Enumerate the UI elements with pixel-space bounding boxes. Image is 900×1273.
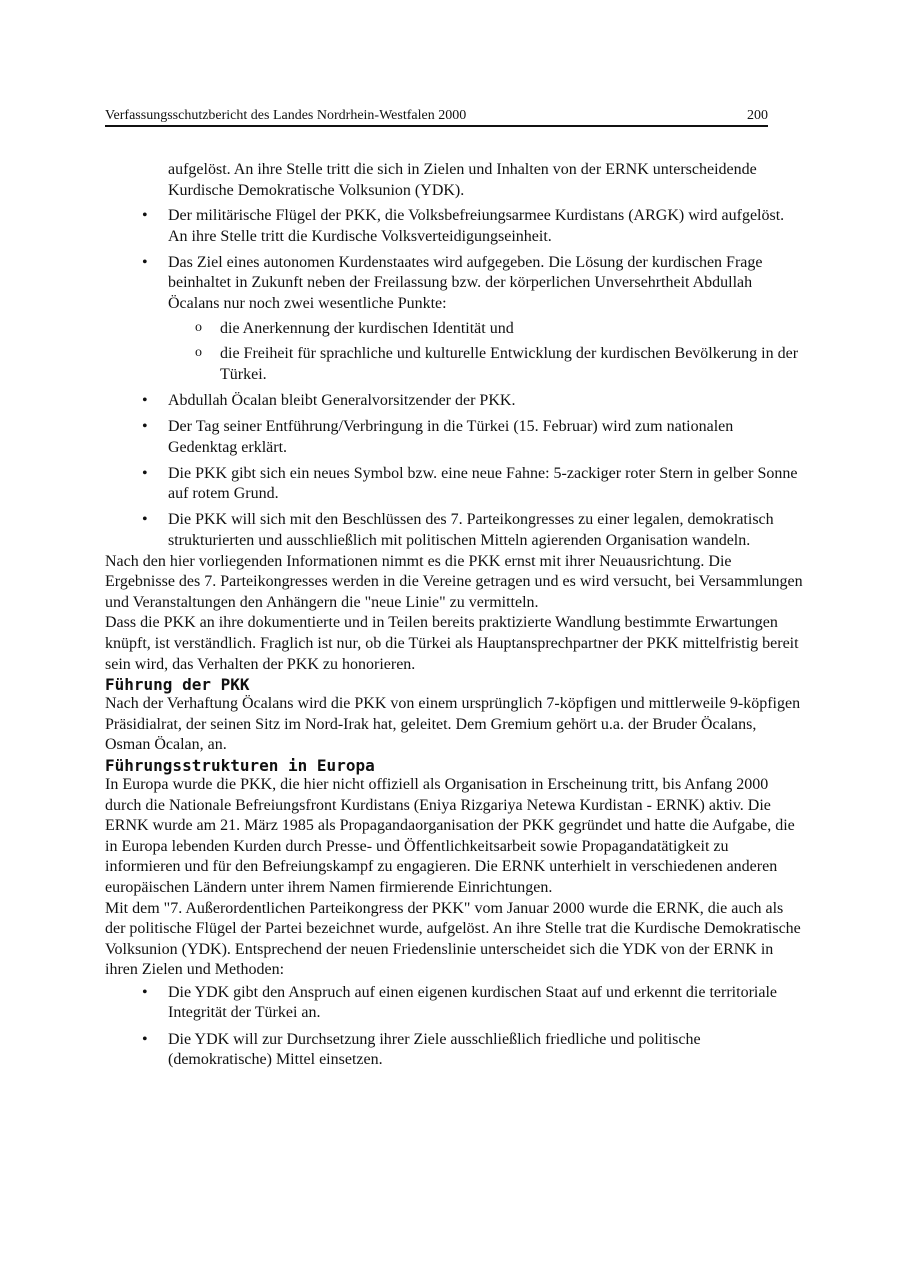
continuation-text: aufgelöst. An ihre Stelle tritt die sich in Zielen und Inhalten von der ERNK unterscheidende Kurdische Demokratische Volksunion (YDK). bbox=[168, 161, 757, 199]
sub-list-item: o die Anerkennung der kurdischen Identität und bbox=[168, 319, 805, 340]
list-item bbox=[105, 253, 805, 386]
list-item: • Die YDK will zur Durchsetzung ihrer Ziele ausschließlich friedliche und politische (demokratische) Mittel einsetzen. bbox=[105, 1030, 805, 1071]
paragraph: Nach der Verhaftung Öcalans wird die PKK von einem ursprünglich 7-köpfigen und mittlerweile 9-köpfigen Präsidialrat, der seinen Sitz im Nord-Irak hat, geleitet. Dem Gremium gehört u.a. der Bruder Öcalans, Osman Öcalan, an. bbox=[105, 695, 801, 754]
running-header bbox=[105, 108, 768, 127]
list-item: • Die PKK gibt sich ein neues Symbol bzw. eine neue Fahne: 5-zackiger roter Stern in gelber Sonne auf rotem Grund. bbox=[105, 464, 805, 505]
section-heading: Führung der PKK bbox=[105, 675, 250, 695]
list-item: • Die YDK gibt den Anspruch auf einen eigenen kurdischen Staat auf und erkennt die territoriale Integrität der Türkei an. bbox=[105, 983, 805, 1024]
paragraph: In Europa wurde die PKK, die hier nicht offiziell als Organisation in Erscheinung tritt, bis Anfang 2000 durch die Nationale Befreiungsfront Kurdistans (Eniya Rizgariya Netewa Kurdistan - ERNK) aktiv. Die ERNK wurde am 21. März 1985 als Propagandaorganisation der PKK gegründet und hatte die Aufgabe, die in Europa lebenden Kurden durch Presse- und Öffentlichkeitsarbeit sowie Propagandatätigkeit zu informieren und für den Befreiungskampf zu engagieren. Die ERNK unterhielt in verschiedenen anderen europäischen Ländern unter ihrem Namen firmierende Einrichtungen. bbox=[105, 775, 795, 896]
resolution-list bbox=[105, 206, 805, 551]
header-title: Verfassungsschutzbericht des Landes Nordrhein-Westfalen 2000 bbox=[105, 108, 467, 123]
section-heading: Führungsstrukturen in Europa bbox=[105, 755, 375, 775]
list-item: • Der Tag seiner Entführung/Verbringung in die Türkei (15. Februar) wird zum nationalen Gedenktag erklärt. bbox=[105, 417, 805, 458]
sub-list-item: o die Freiheit für sprachliche und kulturelle Entwicklung der kurdischen Bevölkerung in der Türkei. bbox=[168, 344, 805, 385]
paragraph: Dass die PKK an ihre dokumentierte und in Teilen bereits praktizierte Wandlung bestimmte Erwartungen knüpft, ist verständlich. Fraglich ist nur, ob die Türkei als Hauptansprechpartner der PKK mittelfristig bereit sein wird, das Verhalten der PKK zu honorieren. bbox=[105, 614, 799, 673]
paragraph: Nach den hier vorliegenden Informationen nimmt es die PKK ernst mit ihrer Neuausrichtung. Die Ergebnisse des 7. Parteikongresses werden in die Vereine getragen und es wird versucht, bei Versammlungen und Veranstaltungen den Anhängern die "neue Linie" zu vermitteln. bbox=[105, 552, 803, 611]
list-item: • Die PKK will sich mit den Beschlüssen des 7. Parteikongresses zu einer legalen, demokratisch strukturierten und ausschließlich mit politischen Mitteln agierenden Organisation wandeln. bbox=[105, 510, 805, 551]
page-number: 200 bbox=[747, 108, 768, 123]
ydk-list bbox=[105, 983, 805, 1071]
sub-list bbox=[168, 319, 805, 386]
list-item: • Der militärische Flügel der PKK, die Volksbefreiungsarmee Kurdistans (ARGK) wird aufgelöst. An ihre Stelle tritt die Kurdische Volksverteidigungseinheit. bbox=[105, 206, 805, 247]
paragraph: Mit dem "7. Außerordentlichen Parteikongress der PKK" vom Januar 2000 wurde die ERNK, die auch als der politische Flügel der Partei bezeichnet wurde, aufgelöst. An ihre Stelle trat die Kurdische Demokratische Volksunion (YDK). Entsprechend der neuen Friedenslinie unterscheidet sich die YDK von der ERNK in ihren Zielen und Methoden: bbox=[105, 899, 801, 979]
page-body bbox=[105, 160, 805, 1076]
list-item: • Abdullah Öcalan bleibt Generalvorsitzender der PKK. bbox=[105, 391, 805, 412]
list-item-text: Das Ziel eines autonomen Kurdenstaates wird aufgegeben. Die Lösung der kurdischen Frage beinhaltet in Zukunft neben der Freilassung bzw. der körperlichen Unversehrtheit Abdullah Öcalans nur noch zwei wesentliche Punkte: bbox=[168, 253, 763, 313]
